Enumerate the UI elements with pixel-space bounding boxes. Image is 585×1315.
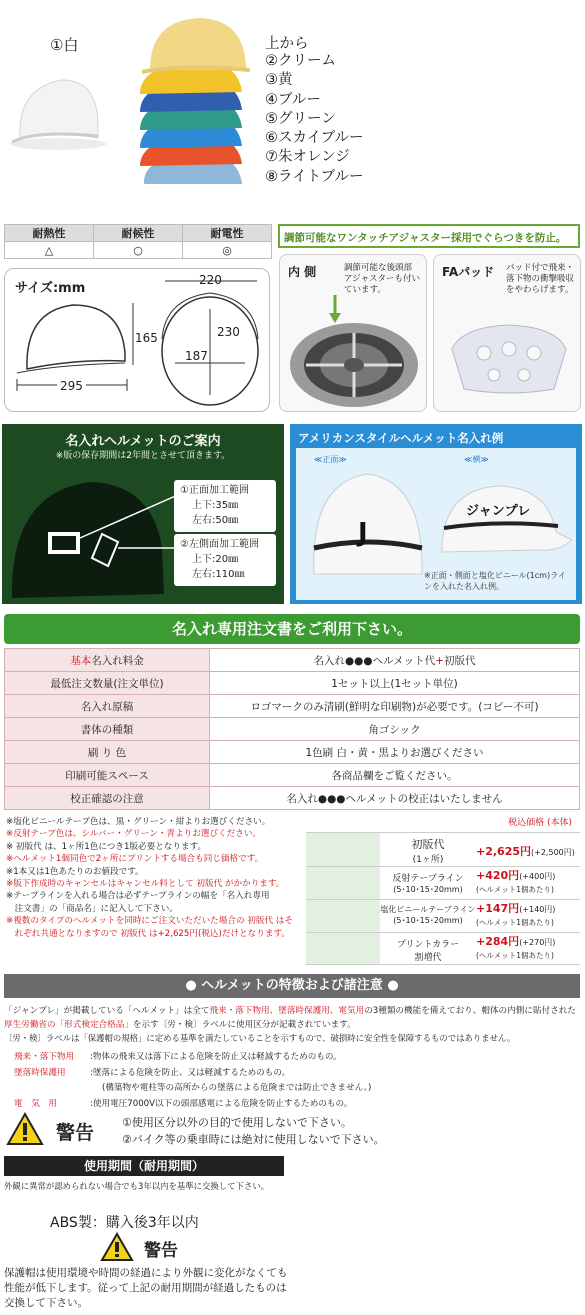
size-diagram (4, 268, 270, 412)
note-line: ※ヘルメット1個同色で2ヶ所にプリントする場合も同じ価格です。 (6, 854, 264, 865)
order-value: 各商品欄をご覧ください。 (210, 764, 580, 787)
order-key: 刷 り 色 (5, 741, 210, 764)
note-line: れぞれ共通となりますので 初版代 は+2,625円(税込)だけとなります。 (6, 928, 290, 939)
order-row (5, 649, 580, 672)
size-top: 220 (199, 273, 222, 287)
note-line: ※版下作成時のキャンセルはキャンセル料として 初版代 がかかります。 (6, 879, 285, 890)
warning-icon (100, 1232, 134, 1262)
adjuster-banner: 調節可能なワンタッチアジャスター採用でぐらつきを防止。 (278, 224, 580, 248)
order-row (5, 672, 580, 695)
period-abs: ABS製：購入後3年以内 (50, 1215, 199, 1231)
order-value: 名入れ●●●ヘルメットの校正はいたしません (210, 787, 580, 810)
order-key: 最低注文数量(注文単位) (5, 672, 210, 695)
prop-value: ○ (94, 242, 183, 259)
warning-lines: ①使用区分以外の目的で使用しないで下さい。 ②バイク等の乗車時には絶対に使用しないで下さい。 (122, 1116, 385, 1146)
order-value: 1セット以上(1セット単位) (210, 672, 580, 695)
order-row (5, 787, 580, 810)
order-value: 名入れ●●●ヘルメット代+初版代 (210, 649, 580, 672)
order-key: 名入れ原稿 (5, 695, 210, 718)
american-title: アメリカンスタイルヘルメット名入れ例 (298, 431, 504, 445)
color-item: ④ブルー (265, 91, 321, 108)
price-row: プリントカラー 割増代 +284円(+270円) (ヘルメット1個あたり) (306, 932, 580, 965)
features-text: 「ジャンプレ」が掲載している「ヘルメット」は全て飛来・落下物用、墜落時保護用、電気用の3種類の機能を備えており、帽体の内側に貼付された厚生労働省の「形式検定合格品」を示す〔労・検〕ラベルに使用区分が記載されています。 (4, 1006, 576, 1030)
white-color-label: ①白 (50, 36, 79, 54)
order-value: 1色刷 白・黄・黒よりお選びください (210, 741, 580, 764)
order-row (5, 695, 580, 718)
note-line: ※テープラインを入れる場合は必ずテープラインの幅を「名入れ専用 (6, 891, 270, 902)
order-row (5, 741, 580, 764)
inner-title: 内 側 (288, 265, 317, 279)
size-width2: 187 (185, 349, 208, 363)
colors-heading: 上から (265, 36, 309, 52)
price-row: 反射テープライン (5･10･15･20mm) +420円(+400円) (ヘルメット1個あたり) (306, 866, 580, 899)
naire-panel (2, 424, 284, 604)
price-row: 塩化ビニールテープライン (5･10･15･20mm) +147円(+140円) (ヘルメット1個あたり) (306, 899, 580, 932)
features-banner: ● ヘルメットの特徴および諸注意 ● (4, 974, 580, 998)
side-range-box (174, 534, 276, 586)
color-item: ⑤グリーン (265, 110, 336, 127)
order-key: 書体の種類 (5, 718, 210, 741)
inner-text: 調節可能な後頭部アジャスターも付いています。 (344, 263, 420, 295)
properties-table (4, 224, 272, 259)
pad-title: FAパッド (442, 265, 495, 279)
color-item: ⑧ライトブルー (265, 168, 364, 185)
order-key: 基本名入れ料金 (5, 649, 210, 672)
side-print-text: ジャンプレ (466, 504, 531, 519)
period-text2: 保護帽は使用環境や時間の経過により外観に変化がなくても性能が低下します。従って上記の耐用期間が経過したものは交換して下さい。 (4, 1267, 288, 1309)
front-range-horizontal: 左右:50㎜ (192, 515, 239, 526)
side-range-horizontal: 左右:110㎜ (192, 569, 245, 580)
order-row (5, 718, 580, 741)
order-key: 校正確認の注意 (5, 787, 210, 810)
prop-header: 耐熱性 (5, 225, 94, 242)
price-row: 初版代 (1ヶ所) +2,625円(+2,500円) (306, 832, 580, 866)
pad-text: パッド付で飛来・落下物の衝撃吸収をやわらげます。 (506, 263, 575, 295)
warning-icon (6, 1112, 44, 1146)
note-line: ※塩化ビニールテープ色は、黒・グリーン・紺よりお選びください。 (6, 817, 271, 827)
order-banner (4, 614, 580, 644)
side-range-title: ②左側面加工範囲 (180, 539, 259, 550)
price-header: 税込価格 (本体) (508, 818, 572, 828)
front-range-vertical: 上下:35㎜ (192, 500, 239, 511)
prop-value: △ (5, 242, 94, 259)
naire-note: ※版の保存期間は2年間とさせて頂きます。 (55, 451, 231, 461)
color-list (265, 52, 364, 187)
order-banner-text: 名入れ専用注文書をご利用下さい。 (171, 620, 412, 638)
side-range-vertical: 上下:20㎜ (192, 554, 239, 565)
color-item: ②クリーム (265, 53, 336, 69)
note-line: ※ 初版代 は、1ヶ所1色につき1版必要となります。 (6, 841, 207, 852)
naire-title: 名入れヘルメットのご案内 (65, 434, 221, 449)
white-helmet-image (6, 66, 110, 152)
period-header: 使用期間（耐用期間） (4, 1156, 284, 1176)
front-range-box (174, 480, 276, 532)
size-label: サイズ:mm (15, 281, 86, 296)
label-note: 〔労・検〕ラベルは「保護帽の規格」に定める基準を満たしていることを示すもので、破損時に安全性を保障するものではありません。 (4, 1033, 516, 1043)
color-item: ⑥スカイブルー (265, 130, 364, 147)
size-width1: 230 (217, 325, 240, 339)
period-warning-title: 警告 (144, 1241, 178, 1261)
inner-panel (279, 254, 427, 412)
prop-header: 耐候性 (94, 225, 183, 242)
front-letter: J (358, 518, 368, 548)
note-line: 注文書」の「商品名」に記入して下さい。 (6, 903, 178, 914)
front-label: ≪正面≫ (314, 455, 347, 464)
order-table (4, 648, 580, 810)
front-range-title: ①正面加工範囲 (180, 485, 249, 496)
note-line: ※複数のタイプのヘルメットを同時にご注文いただいた場合の 初版代 はそ (6, 916, 293, 927)
size-height: 165 (135, 331, 158, 345)
warning-title: 警告 (56, 1122, 95, 1144)
stacked-helmets-image (122, 8, 268, 204)
side-label: ≪横≫ (464, 455, 489, 464)
american-panel (290, 424, 582, 604)
order-value: 角ゴシック (210, 718, 580, 741)
order-notes (6, 816, 306, 940)
color-item: ③黄 (265, 72, 293, 89)
note-line: ※反射テープ色は、シルバー・グリーン・青よりお選びください。 (6, 829, 262, 840)
order-key: 印刷可能スペース (5, 764, 210, 787)
american-note: ※正面・側面と塩化ビニール(1cm)ラインを入れた名入れ例。 (424, 571, 566, 591)
american-photo (296, 448, 576, 600)
prop-header: 耐電性 (183, 225, 272, 242)
pad-panel (433, 254, 581, 412)
usage-list: 飛来・落下物用 :物体の飛来又は落下による危険を防止又は軽減するためのもの。 墜落時保護用 :墜落による危険を防止、又は軽減するためのもの。 (構築物や電柱等の高所からの墜落による危険までは防止できません。) 電 気 用 :使用電圧7000V以下の頭部感電による危険を防止するためのもの。 (14, 1052, 372, 1109)
prop-value: ◎ (183, 242, 272, 259)
order-row (5, 764, 580, 787)
price-table (306, 814, 580, 965)
period-text: 外観に異常が認められない場合でも3年以内を基準に交換して下さい。 (4, 1181, 269, 1191)
color-item: ⑦朱オレンジ (265, 149, 350, 166)
size-length: 295 (57, 379, 86, 393)
note-line: ※1本又は1色あたりのお値段です。 (6, 866, 144, 877)
order-value: ロゴマークのみ清刷(鮮明な印刷物)が必要です。(コピー不可) (210, 695, 580, 718)
